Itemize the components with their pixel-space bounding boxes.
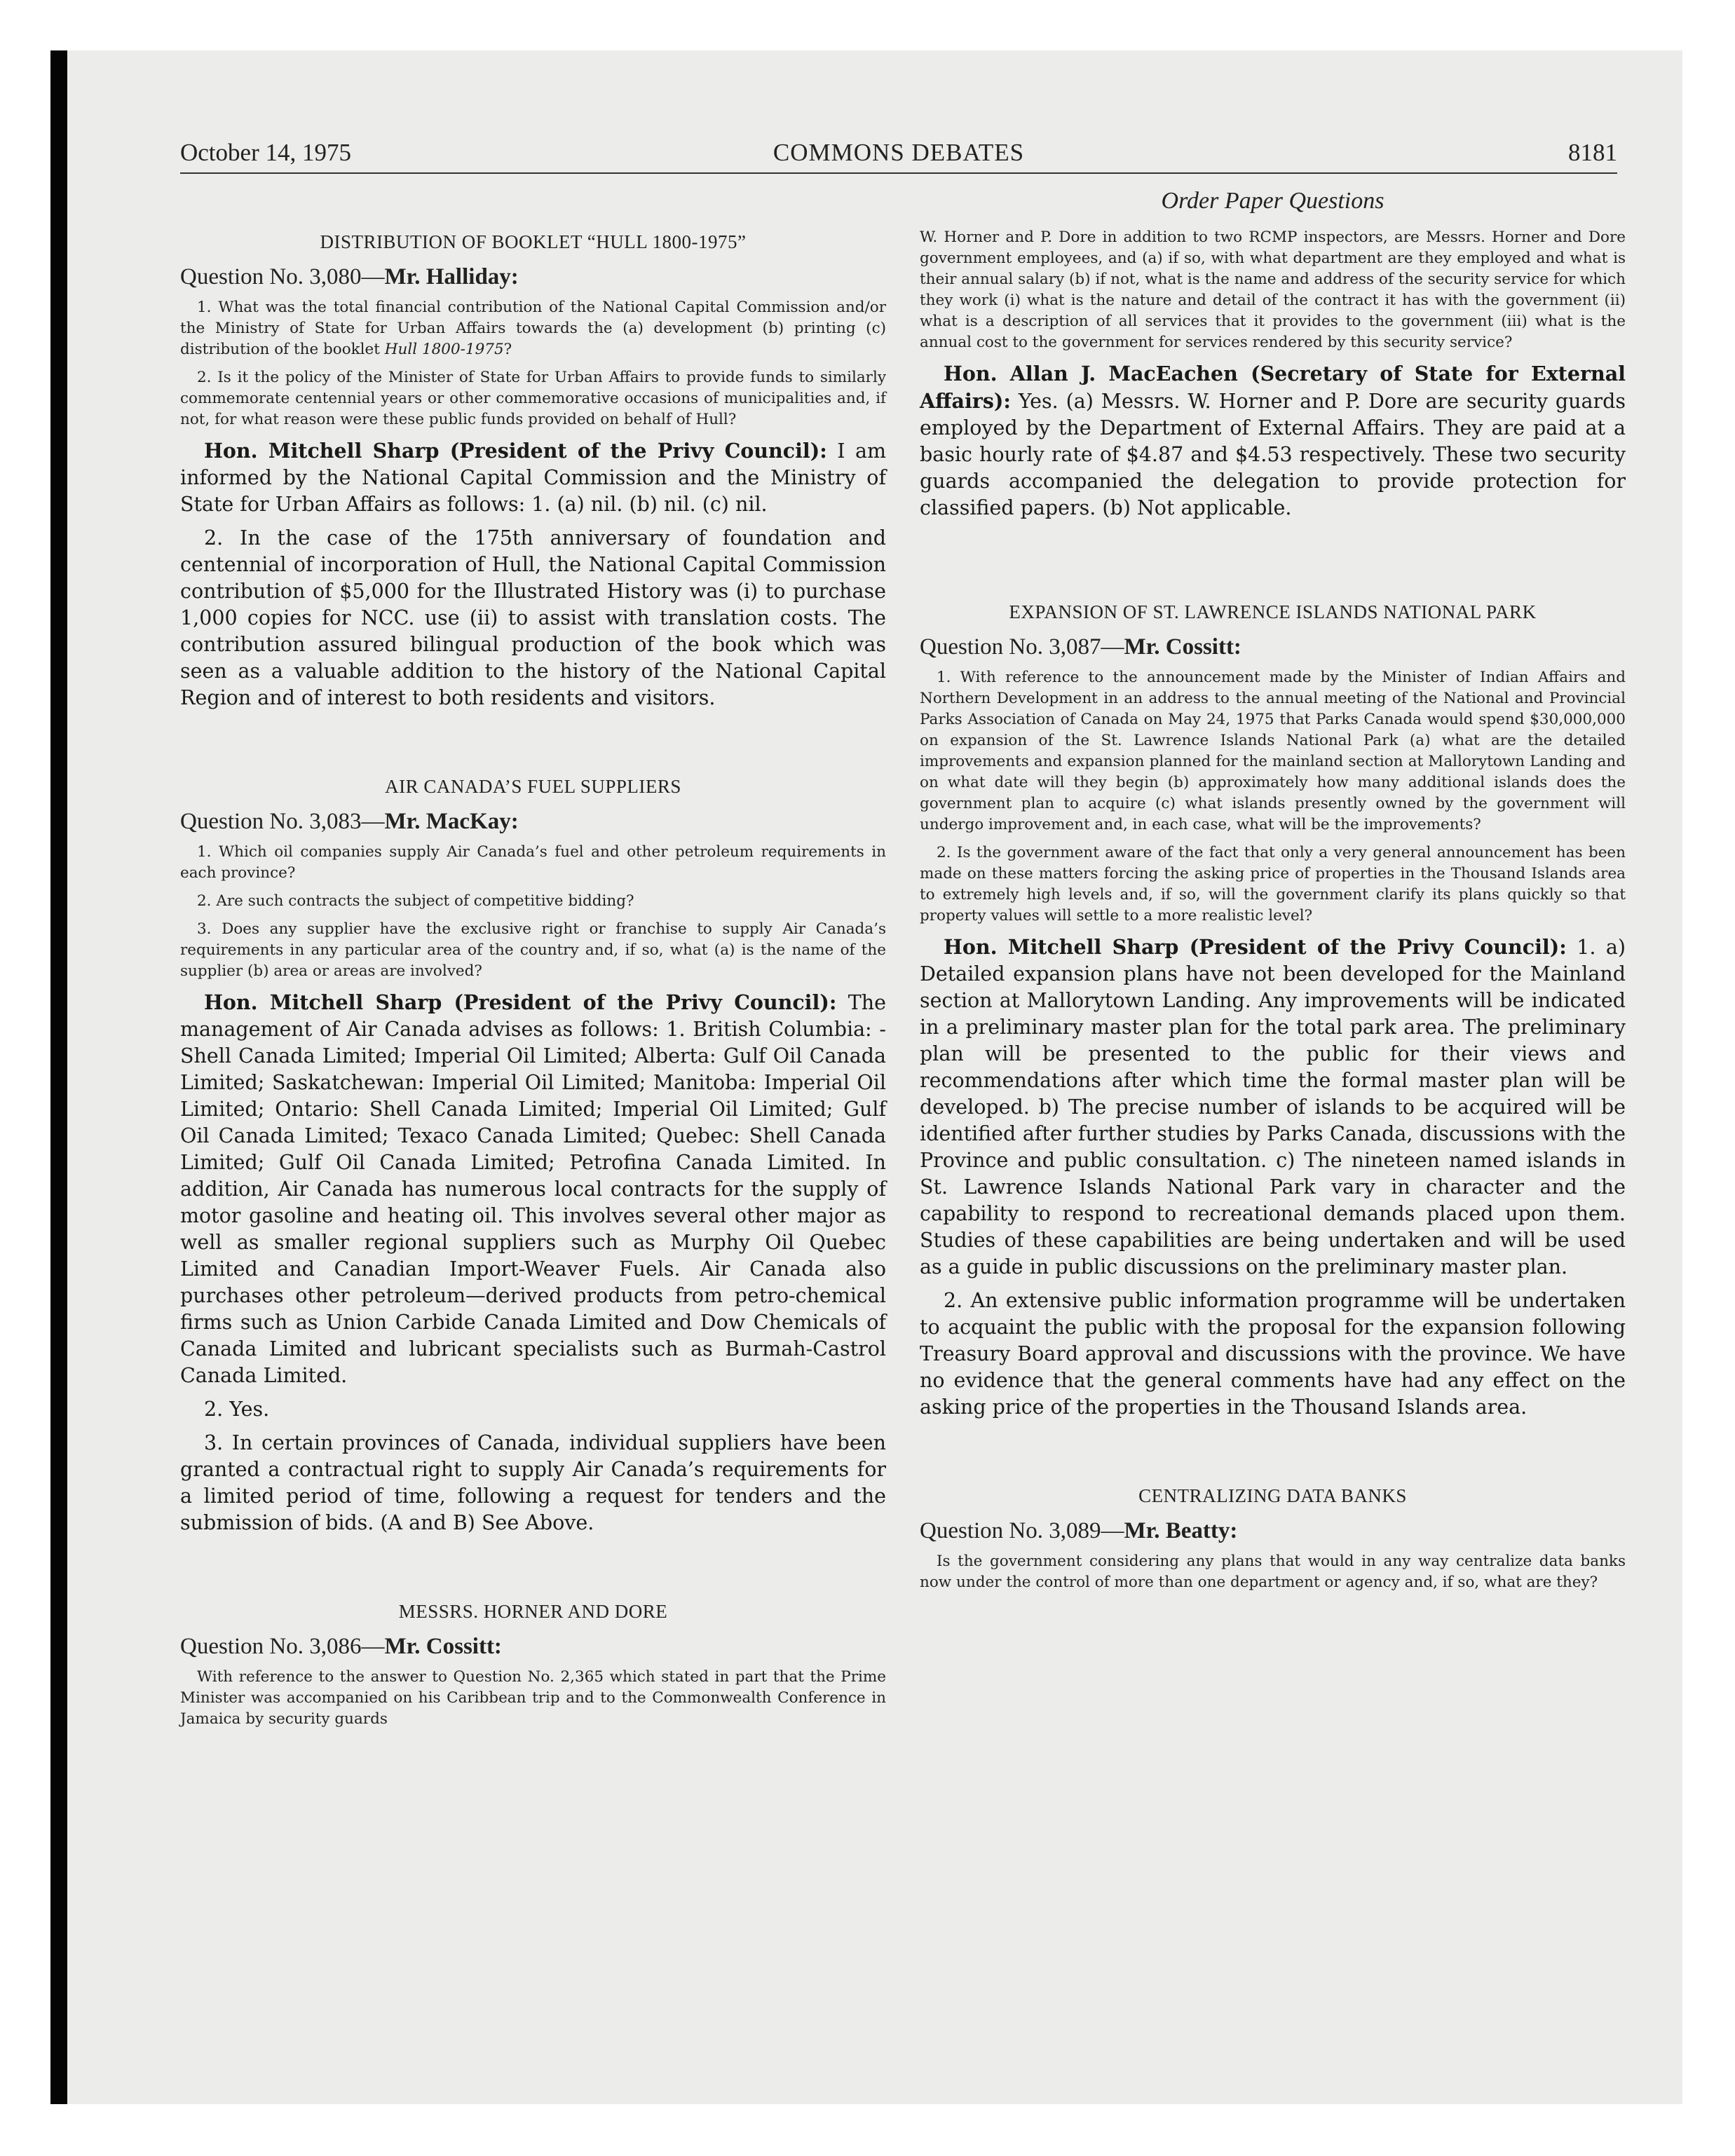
question-heading-3089 xyxy=(920,1518,1626,1544)
left-column xyxy=(180,188,886,1737)
answer-text: I am informed by the National Capital Commission and the Ministry of State for Urban Affairs as follows: 1. (a) nil. (b) nil. (c) nil. xyxy=(180,439,886,516)
section-title-3087: EXPANSION OF ST. LAWRENCE ISLANDS NATIONAL PARK xyxy=(1009,601,1537,622)
answer-text: 1. a) Detailed expansion plans have not been developed for the Mainland section at Mallorytown Landing. Any improvements will be indicated in a preliminary master plan for the total park area. The preliminary plan will be presented to the public for their views and recommendations after which time the formal master plan will be developed. b) The precise number of islands to be acquired will be identified after further studies by Parks Canada, discussions with the Province and public consultation. c) The nineteen named islands in St. Lawrence Islands National Park vary in character and the capability to respond to recreational demands placed upon them. Studies of these capabilities are being undertaken and will be used as a guide in public discussions on the preliminary master plan. xyxy=(920,936,1626,1278)
question-label: Question No. 3,086— xyxy=(180,1634,385,1659)
question-text-3080-1 xyxy=(180,297,886,360)
header-date: October 14, 1975 xyxy=(180,139,351,166)
question-heading-3087 xyxy=(920,634,1626,660)
answer-3087-1 xyxy=(920,934,1626,1281)
section-title-3080: DISTRIBUTION OF BOOKLET “HULL 1800-1975” xyxy=(320,231,747,252)
answer-3080-1 xyxy=(180,437,886,518)
answer-text: Yes. (a) Messrs. W. Horner and P. Dore are security guards employed by the Department of External Affairs. They are paid at a basic hourly rate of $4.87 and $4.53 respectively. These two security guards accompanied the delegation to provide protection for classified papers. (b) Not applicable. xyxy=(920,390,1626,519)
question-text-3086-part2: W. Horner and P. Dore in addition to two RCMP inspectors, are Messrs. Horner and Dore government employees, and (a) if so, with what department are they employed and what is their annual salary (b) if not, what is the name and address of the security service for which they work (i) what is the nature and detail of the contract it has with the government (ii) what is a description of all services that it provides to the government (iii) what is the annual cost to the government for services rendered by this security service? xyxy=(920,228,1626,351)
question-label: Question No. 3,089— xyxy=(920,1518,1124,1543)
question-text-part: ? xyxy=(503,341,512,358)
question-text-3083-1: 1. Which oil companies supply Air Canada’s fuel and other petroleum requirements in each province? xyxy=(180,843,886,882)
header-page-number: 8181 xyxy=(1568,139,1617,166)
question-text-3086-part1: With reference to the answer to Question No. 2,365 which stated in part that the Prime Minister was accompanied on his Caribbean trip and to the Commonwealth Conference in Jamaica by security guards xyxy=(180,1668,886,1728)
answer-3086-1 xyxy=(920,360,1626,521)
section-title-3083: AIR CANADA’S FUEL SUPPLIERS xyxy=(385,776,681,797)
question-text-3083-3: 3. Does any supplier have the exclusive right or franchise to supply Air Canada’s requirements in any particular area of the country and, if so, what (a) is the name of the supplier (b) area or areas are involved? xyxy=(180,920,886,980)
question-label: Question No. 3,083— xyxy=(180,809,385,834)
answer-text: The management of Air Canada advises as follows: 1. British Columbia: -Shell Canada Limited; Imperial Oil Limited; Alberta: Gulf Oil Canada Limited; Saskatchewan: Imperial Oil Limited; Manitoba: Imperial Oil Limited; Ontario: Shell Canada Limited; Imperial Oil Limited; Gulf Oil Canada Limited; Texaco Canada Limited; Quebec: Shell Canada Limited; Gulf Oil Canada Limited; Petrofina Canada Limited. In addition, Air Canada has numerous local contracts for the supply of motor gasoline and heating oil. This involves several other major as well as smaller regional suppliers such as Murphy Oil Quebec Limited and Canadian Import-Weaver Fuels. Air Canada also purchases other petroleum—derived products from petro-chemical firms such as Union Carbide Canada Limited and Dow Chemicals of Canada Limited and lubricant specialists such as Burmah-Castrol Canada Limited. xyxy=(180,991,886,1387)
running-head: Order Paper Questions xyxy=(1161,188,1384,214)
answer-speaker: Hon. Mitchell Sharp (President of the Privy Council): xyxy=(944,935,1567,959)
answer-3080-2: 2. In the case of the 175th anniversary of foundation and centennial of incorporation of Hull, the National Capital Commission contribution of $5,000 for the Illustrated History was (i) to purchase 1,000 copies for NCC. use (ii) to assist with translation costs. The contribution assured bilingual production of the book which was seen as a valuable addition to the history of the National Capital Region and of interest to both residents and visitors. xyxy=(180,526,886,709)
question-heading-3083 xyxy=(180,809,886,835)
header-title: COMMONS DEBATES xyxy=(773,139,1025,166)
question-label: Question No. 3,087— xyxy=(920,634,1124,660)
answer-3087-2: 2. An extensive public information programme will be undertaken to acquaint the public with the proposal for the expansion following Treasury Board approval and discussions with the province. We have no evidence that the general comments have had any effect on the asking price of the properties in the Thousand Islands area. xyxy=(920,1289,1626,1419)
question-text-3080-2: 2. Is it the policy of the Minister of State for Urban Affairs to provide funds to similarly commemorate centennial years or other commemorative occasions of municipalities and, if not, for what reason were these public funds provided on behalf of Hull? xyxy=(180,369,886,428)
answer-speaker: Hon. Allan J. MacEachen (Secretary of State for External Affairs): xyxy=(920,362,1626,413)
question-label: Question No. 3,080— xyxy=(180,264,385,289)
section-title-3089: CENTRALIZING DATA BANKS xyxy=(1138,1485,1407,1506)
question-mp: Mr. Cossitt: xyxy=(384,1634,502,1659)
question-text-3089-1: Is the government considering any plans that would in any way centralize data banks now under the control of more than one department or agency and, if so, what are they? xyxy=(920,1553,1626,1591)
binding-edge xyxy=(50,50,67,2104)
answer-3083-3: 3. In certain provinces of Canada, individual suppliers have been granted a contractual right to supply Air Canada’s requirements for a limited period of time, following a request for tenders and the submission of bids. (A and B) See Above. xyxy=(180,1431,886,1534)
answer-speaker: Hon. Mitchell Sharp (President of the Privy Council): xyxy=(204,990,837,1014)
question-text-3087-1: 1. With reference to the announcement made by the Minister of Indian Affairs and Northern Development in an address to the annual meeting of the National and Provincial Parks Association of Canada on May 24, 1975 that Parks Canada would spend $30,000,000 on expansion of the St. Lawrence Islands National Park (a) what are the detailed improvements and expansion planned for the mainland section at Mallorytown Landing and on what date will they begin (b) approximately how many additional islands does the government plan to acquire (c) what islands presently owned by the government will undergo improvement and, in each case, what will be the improvements? xyxy=(920,669,1626,833)
right-column xyxy=(920,188,1626,1600)
question-text-3083-2: 2. Are such contracts the subject of competitive bidding? xyxy=(197,892,634,910)
booklet-title: Hull 1800-1975 xyxy=(384,341,504,358)
header-rule xyxy=(180,172,1617,174)
question-heading-3086 xyxy=(180,1634,886,1660)
answer-3083-1 xyxy=(180,989,886,1389)
question-heading-3080 xyxy=(180,264,886,290)
section-title-3086: MESSRS. HORNER AND DORE xyxy=(398,1601,668,1622)
page-header xyxy=(180,139,1617,175)
question-mp: Mr. Cossitt: xyxy=(1124,634,1241,660)
question-mp: Mr. MacKay: xyxy=(384,809,519,834)
question-text-3087-2: 2. Is the government aware of the fact that only a very general announcement has been made on these matters forcing the asking price of properties in the Thousand Islands area to extremely high levels and, if so, will the government clarify its plans quickly so that property values will settle to a more realistic level? xyxy=(920,844,1626,925)
answer-speaker: Hon. Mitchell Sharp (President of the Privy Council): xyxy=(204,439,827,463)
question-mp: Mr. Beatty: xyxy=(1124,1518,1238,1543)
answer-3083-2: 2. Yes. xyxy=(204,1398,270,1421)
question-text-part: 1. What was the total financial contribution of the National Capital Commission and/or the Ministry of State for Urban Affairs towards the (a) development (b) printing (c) distribution of the booklet xyxy=(180,299,886,358)
question-mp: Mr. Halliday: xyxy=(384,264,519,289)
